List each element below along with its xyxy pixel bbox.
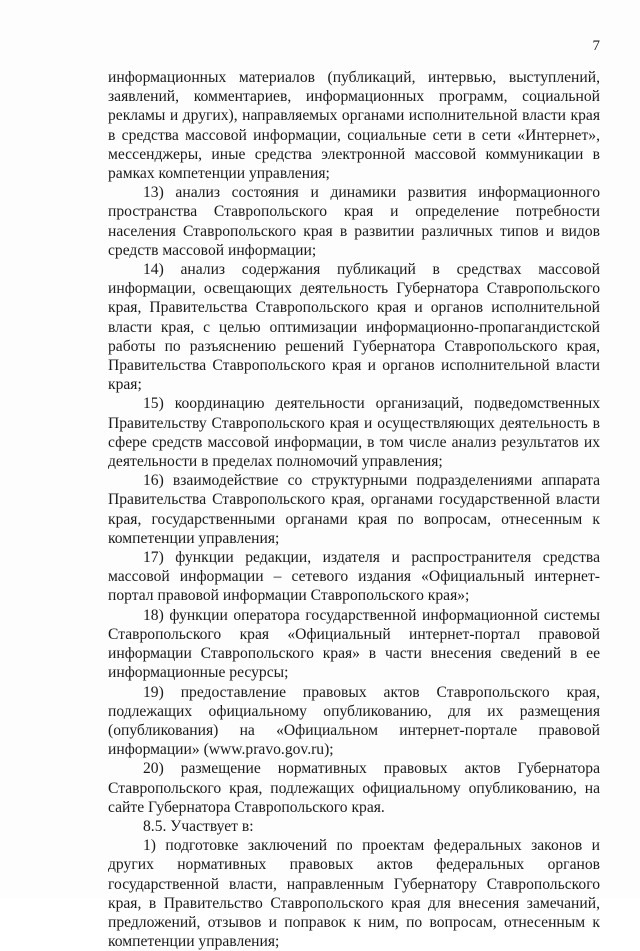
paragraph-item-13: 13) анализ состояния и динамики развития информационного пространства Ставропольского края и определение потребности населения Ставропольского края в развитии различных типов и видов средств массовой информации; xyxy=(108,184,600,259)
paragraph-item-19: 19) предоставление правовых актов Ставропольского края, подлежащих официальному опубликованию, для их размещения (опубликования) на «Официальном интернет-портале правовой информации» (www.pravo.gov.ru); xyxy=(108,683,600,759)
paragraph-item-17: 17) функции редакции, издателя и распространителя средства массовой информации – сетевого издания «Официальный интернет-портал правовой информации Ставропольского края»; xyxy=(108,549,600,605)
paragraph-item-18: 18) функции оператора государственной информационной системы Ставропольского края «Официальный интернет-портал правовой информации Ставропольского края» в части внесения сведений в ее информационные ресурсы; xyxy=(108,606,600,682)
section-heading-8-5: 8.5. Участвует в: xyxy=(143,817,254,835)
document-body xyxy=(108,68,600,951)
paragraph-item-14: 14) анализ содержания публикаций в средствах массовой информации, освещающих деятельность Губернатора Ставропольского края, Правительства Ставропольского края и органов исполнительной власти края, с целью оптимизации информационно-пропагандистской работы по разъяснению решений Губернатора Ставропольского края, Правительства Ставропольского края и органов исполнительной власти края; xyxy=(108,261,600,394)
paragraph-item-15: 15) координацию деятельности организаций, подведомственных Правительству Ставропольского края и осуществляющих деятельность в сфере средств массовой информации, в том числе анализ результатов их деятельности в пределах полномочий управления; xyxy=(108,395,600,471)
page-number: 7 xyxy=(592,38,600,54)
paragraph-continuation: информационных материалов (публикаций, интервью, выступлений, заявлений, комментариев, информационных программ, социальной рекламы и других), направляемых органами исполнительной власти края в средства массовой информации, социальные сети в сети «Интернет», мессенджеры, иные средства электронной массовой коммуникации в рамках компетенции управления; xyxy=(108,69,600,183)
paragraph-item-16: 16) взаимодействие со структурными подразделениями аппарата Правительства Ставропольского края, органами государственной власти края, государственными органами края по вопросам, отнесенным к компетенции управления; xyxy=(108,472,600,547)
paragraph-item-1: 1) подготовке заключений по проектам федеральных законов и других нормативных правовых актов федеральных органов государственной власти, направленным Губернатору Ставропольского края, в Правительство Ставропольского края для внесения замечаний, предложений, отзывов и поправок к ним, по вопросам, отнесенным к компетенции управления; xyxy=(108,837,600,951)
paragraph-item-20: 20) размещение нормативных правовых актов Губернатора Ставропольского края, подлежащих официальному опубликованию, на сайте Губернатора Ставропольского края. xyxy=(108,760,600,816)
